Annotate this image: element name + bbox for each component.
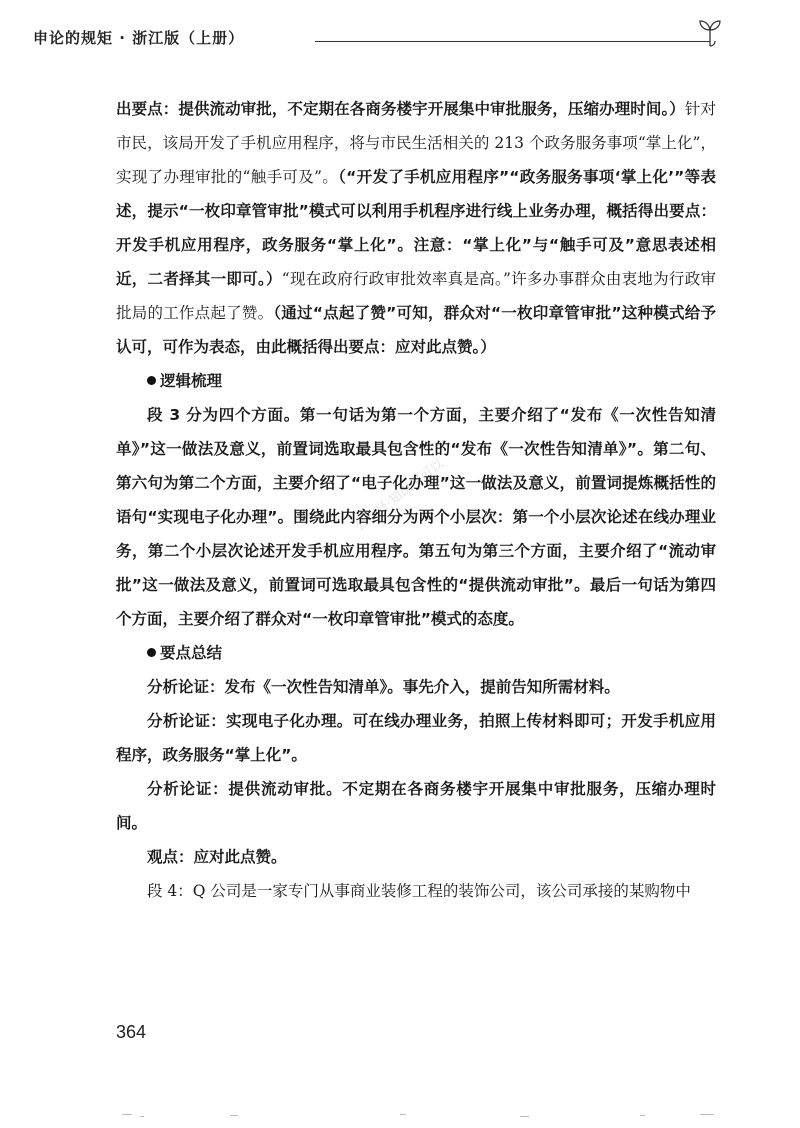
summary-item: 分析论证：实现电子化办理。可在线办理业务，拍照上传材料即可；开发手机应用程序，政务服务“掌上化”。 (116, 712, 716, 764)
source-text: “现在政府行政审批效率真是高。”许多办事群众由衷地为行政审批局的工作点起了赞。 (116, 270, 716, 322)
summary-item: 观点：应对此点赞。 (147, 848, 287, 866)
summary-item: 分析论证：发布《一次性告知清单》。事先介入，提前告知所需材料。 (147, 678, 620, 696)
bold-annotation: （“开发了手机应用程序”“政务服务事项‘掌上化’”等表述，提示“一枚印章管审批”模式可以利用手机程序进行线上业务办理，概括得出要点：开发手机应用程序，政务服务“掌上化”。注意：“掌上化”与“触手可及”意思表述相近，二者择其一即可。） (116, 168, 716, 288)
body-text (116, 92, 716, 908)
header-title: 申论的规矩 · 浙江版（上册） (33, 29, 245, 47)
page-number: 364 (116, 1022, 147, 1042)
sprout-icon (693, 16, 727, 50)
header-rule (315, 41, 710, 42)
running-header (33, 28, 723, 52)
scan-noise (0, 1112, 800, 1122)
next-paragraph: 段 4：Q 公司是一家专门从事商业装修工程的装饰公司，该公司承接的某购物中 (147, 882, 691, 900)
bold-annotation: 出要点：提供流动审批，不定期在各商务楼宇开展集中审批服务，压缩办理时间。） (116, 100, 685, 118)
bullet-icon (147, 376, 156, 385)
logic-text: 段 3 分为四个方面。第一句话为第一个方面，主要介绍了“发布《一次性告知清单》”这一做法及意义，前置词选取最具包含性的“发布《一次性告知清单》”。第二句、第六句为第二个方面，主要介绍了“电子化办理”这一做法及意义，前置词提炼概括性的语句“实现电子化办理”。围绕此内容细分为两个小层次：第一个小层次论述在线办理业务，第二个小层次论述开发手机应用程序。第五句为第三个方面，主要介绍了“流动审批”这一做法及意义，前置词可选取最具包含性的“提供流动审批”。最后一句话为第四个方面，主要介绍了群众对“一枚印章管审批”模式的态度。 (116, 406, 716, 628)
summary-item: 分析论证：提供流动审批。不定期在各商务楼宇开展集中审批服务，压缩办理时间。 (116, 780, 716, 832)
summary-heading: 要点总结 (116, 636, 716, 670)
bullet-icon (147, 648, 156, 657)
bold-annotation: （通过“点起了赞”可知，群众对“一枚印章管审批”这种模式给予认可，可作为表态，由此概括得出要点：应对此点赞。） (116, 304, 716, 356)
source-text: 针对市民，该局开发了手机应用程序，将与市民生活相关的 213 个政务服务事项“掌上化”，实现了办理审批的“触手可及”。 (116, 100, 716, 186)
paragraph-analysis (116, 92, 716, 364)
watermark: 公众号·知识宇可以 (352, 456, 447, 535)
logic-heading: 逻辑梳理 (116, 364, 716, 398)
